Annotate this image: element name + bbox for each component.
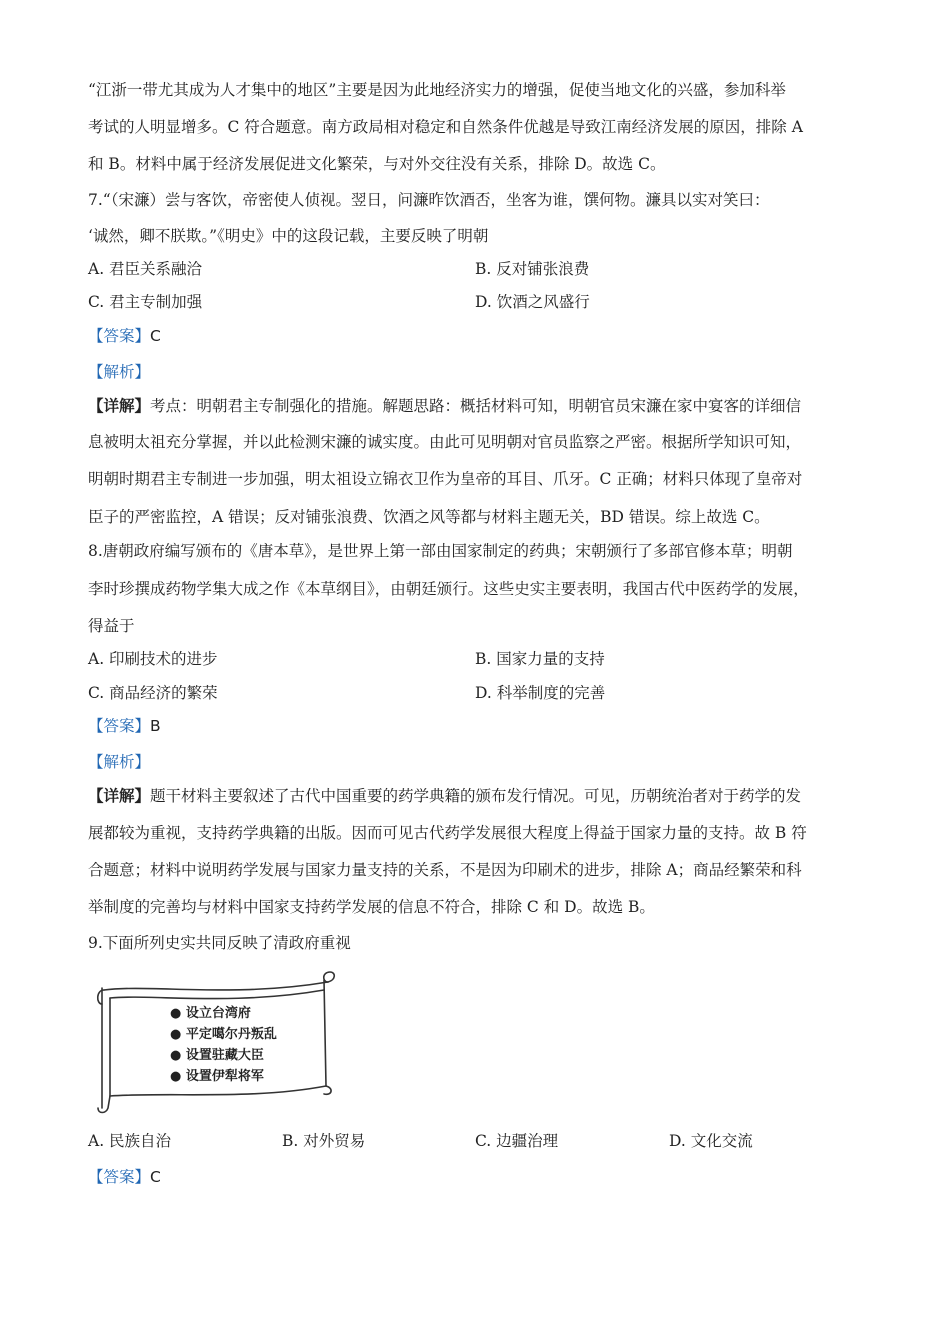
scroll-item: ● 设置伊犁将军 [170, 1069, 264, 1084]
scroll-item: ● 设置驻藏大臣 [170, 1048, 264, 1063]
option-c: C. 商品经济的繁荣 [88, 684, 218, 702]
scroll-item-text: 设立台湾府 [185, 1006, 251, 1021]
scroll-figure [92, 968, 337, 1116]
option-d: D. 科举制度的完善 [475, 684, 606, 702]
option-b: B. 对外贸易 [282, 1132, 366, 1150]
scroll-item: ● 平定噶尔丹叛乱 [170, 1027, 277, 1042]
detail-line: 息被明太祖充分掌握，并以此检测宋濂的诚实度。由此可见明朝对官员监察之严密。根据所学知识可知， [88, 433, 802, 451]
option-c: C. 边疆治理 [475, 1132, 559, 1150]
text-line: “江浙一带尤其成为人才集中的地区”主要是因为此地经济实力的增强，促使当地文化的兴盛，参加科举 [88, 81, 786, 99]
detail-line: 展都较为重视，支持药学典籍的出版。因而可见古代药学发展很大程度上得益于国家力量的支持。故 B 符 [88, 824, 807, 842]
answer-tag: 【答案】 [88, 327, 151, 345]
answer [88, 1167, 161, 1187]
detail-text: 题干材料主要叙述了古代中国重要的药学典籍的颁布发行情况。可见，历朝统治者对于药学的发 [150, 787, 802, 805]
answer-value: C [150, 327, 161, 345]
answer [88, 716, 161, 736]
detail-line: 臣子的严密监控，A 错误；反对铺张浪费、饮酒之风等都与材料主题无关，BD 错误。综上故选 C。 [88, 508, 770, 526]
answer [88, 326, 161, 346]
question-7-stem: 7.“（宋濂）尝与客饮，帝密使人侦视。翌日，问濂昨饮酒否，坐客为谁，馔何物。濂具以实对笑曰： [88, 191, 770, 209]
answer-value: B [150, 717, 161, 735]
option-a: A. 君臣关系融洽 [88, 260, 203, 278]
answer-value: C [150, 1168, 161, 1186]
option-b: B. 反对铺张浪费 [475, 260, 590, 278]
scroll-item-text: 平定噶尔丹叛乱 [185, 1027, 277, 1042]
answer-tag: 【答案】 [88, 1168, 151, 1186]
text-line: 和 B。材料中属于经济发展促进文化繁荣，与对外交往没有关系，排除 D。故选 C。 [88, 155, 666, 173]
option-c: C. 君主专制加强 [88, 293, 203, 311]
option-a: A. 印刷技术的进步 [88, 650, 218, 668]
answer-tag: 【答案】 [88, 717, 151, 735]
detail-line: 合题意；材料中说明药学发展与国家力量支持的关系，不是因为印刷术的进步，排除 A；商品经繁荣和科 [88, 861, 802, 879]
question-8-stem: 8.唐朝政府编写颁布的《唐本草》，是世界上第一部由国家制定的药典；宋朝颁行了多部官修本草；明朝 [88, 542, 793, 560]
question-7-stem: ‘诚然，卿不朕欺。”《明史》中的这段记载，主要反映了明朝 [88, 227, 489, 245]
question-9-stem: 9.下面所列史实共同反映了清政府重视 [88, 934, 351, 952]
analysis-tag: 【解析】 [88, 753, 151, 771]
scroll-item: ● 设立台湾府 [170, 1006, 251, 1021]
detail-tag: 【详解】 [88, 786, 151, 805]
detail-tag: 【详解】 [88, 396, 151, 415]
option-d: D. 饮酒之风盛行 [475, 293, 590, 311]
detail-line: 举制度的完善均与材料中国家支持药学发展的信息不符合，排除 C 和 D。故选 B。 [88, 898, 655, 916]
option-d: D. 文化交流 [669, 1132, 753, 1150]
analysis-tag: 【解析】 [88, 363, 151, 381]
question-8-stem: 得益于 [88, 617, 135, 635]
detail-text: 考点：明朝君主专制强化的措施。解题思路：概括材料可知，明朝官员宋濂在家中宴客的详细信 [150, 397, 802, 415]
option-b: B. 国家力量的支持 [475, 650, 605, 668]
scroll-item-text: 设置驻藏大臣 [185, 1048, 264, 1063]
option-a: A. 民族自治 [88, 1132, 172, 1150]
question-8-stem: 李时珍撰成药物学集大成之作《本草纲目》，由朝廷颁行。这些史实主要表明，我国古代中医药学的发展， [88, 580, 809, 598]
detail-line [88, 786, 801, 806]
scroll-item-text: 设置伊犁将军 [185, 1069, 264, 1084]
detail-line [88, 396, 801, 416]
detail-line: 明朝时期君主专制进一步加强，明太祖设立锦衣卫作为皇帝的耳目、爪牙。C 正确；材料只体现了皇帝对 [88, 470, 803, 488]
scroll-outline [92, 968, 337, 1116]
text-line: 考试的人明显增多。C 符合题意。南方政局相对稳定和自然条件优越是导致江南经济发展的原因，排除 A [88, 118, 803, 136]
